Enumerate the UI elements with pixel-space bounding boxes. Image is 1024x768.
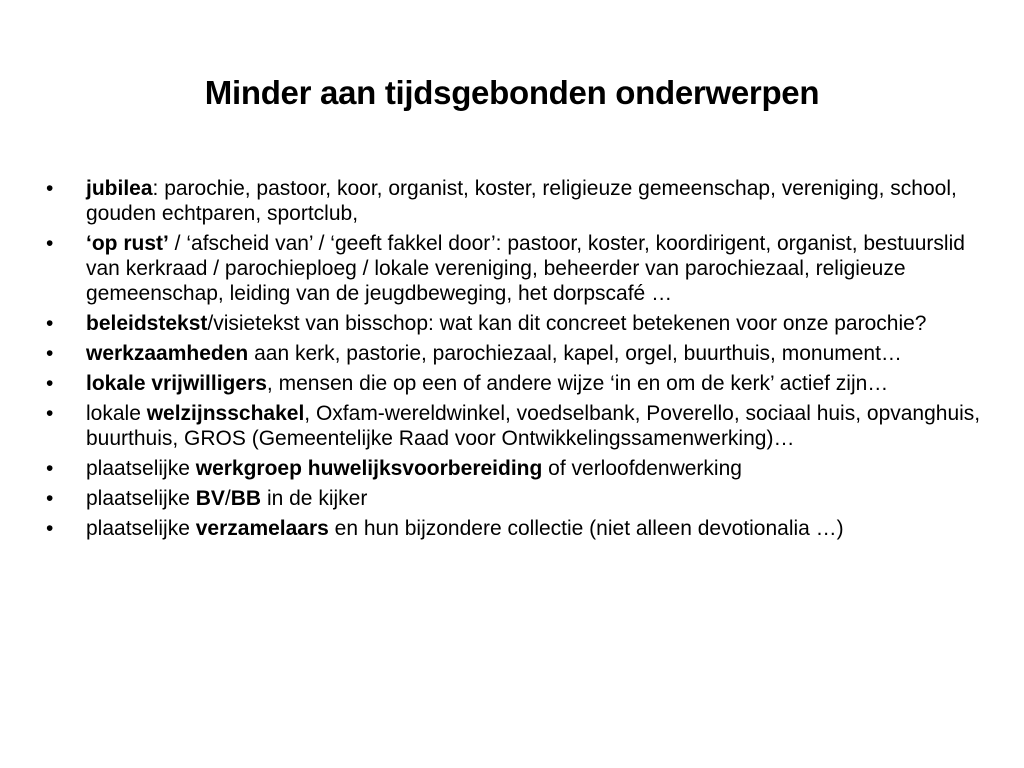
bullet-segment: in de kijker	[261, 487, 368, 510]
bullet-segment: /	[224, 487, 231, 510]
bullet-segment: jubilea	[86, 177, 153, 200]
bullet-item	[86, 401, 986, 451]
bullet-segment: , mensen die op een of andere wijze ‘in en om de kerk’ actief zijn…	[266, 372, 889, 395]
bullet-item	[86, 371, 986, 396]
bullet-segment: werkgroep huwelijksvoorbereiding	[195, 457, 543, 480]
bullet-item	[86, 456, 986, 481]
bullet-item	[86, 231, 986, 306]
bullet-segment: werkzaamheden	[86, 342, 249, 365]
bullet-item	[86, 341, 986, 366]
bullet-segment: verzamelaars	[195, 517, 329, 540]
bullet-item	[86, 176, 986, 226]
bullet-segment: plaatselijke	[86, 487, 196, 510]
bullet-list	[86, 176, 986, 546]
bullet-segment: lokale	[86, 402, 147, 425]
bullet-item	[86, 516, 986, 541]
bullet-segment: plaatselijke	[86, 517, 196, 540]
slide-title: Minder aan tijdsgebonden onderwerpen	[204, 74, 820, 111]
bullet-item	[86, 486, 986, 511]
bullet-segment: ‘op rust’	[86, 232, 169, 255]
bullet-segment: plaatselijke	[86, 457, 196, 480]
bullet-segment: /visietekst van bisschop: wat kan dit concreet betekenen voor onze parochie?	[207, 312, 927, 335]
bullet-segment: welzijnsschakel	[146, 402, 305, 425]
bullet-segment: BB	[230, 487, 262, 510]
bullet-segment: aan kerk, pastorie, parochiezaal, kapel, orgel, buurthuis, monument…	[248, 342, 902, 365]
bullet-segment: / ‘afscheid van’ / ‘geeft fakkel door’: pastoor, koster, koordirigent, organist, bestuurslid van kerkraad / parochieploeg / lokale vereniging, beheerder van parochiezaal, religieuze gemeenschap, leiding van de jeugdbeweging, het dorpscafé …	[86, 232, 965, 305]
bullet-segment: , Oxfam-wereldwinkel, voedselbank, Poverello, sociaal huis, opvanghuis, buurthuis, GROS (Gemeentelijke Raad voor Ontwikkelingssamenwerking)…	[86, 402, 981, 450]
bullet-segment: en hun bijzondere collectie (niet alleen devotionalia …)	[328, 517, 844, 540]
bullet-segment: beleidstekst	[86, 312, 208, 335]
bullet-item	[86, 311, 986, 336]
bullet-segment: of verloofdenwerking	[542, 457, 742, 480]
bullet-segment: BV	[195, 487, 225, 510]
bullet-segment: : parochie, pastoor, koor, organist, koster, religieuze gemeenschap, vereniging, school, gouden echtparen, sportclub,	[86, 177, 957, 225]
bullet-segment: lokale vrijwilligers	[86, 372, 267, 395]
